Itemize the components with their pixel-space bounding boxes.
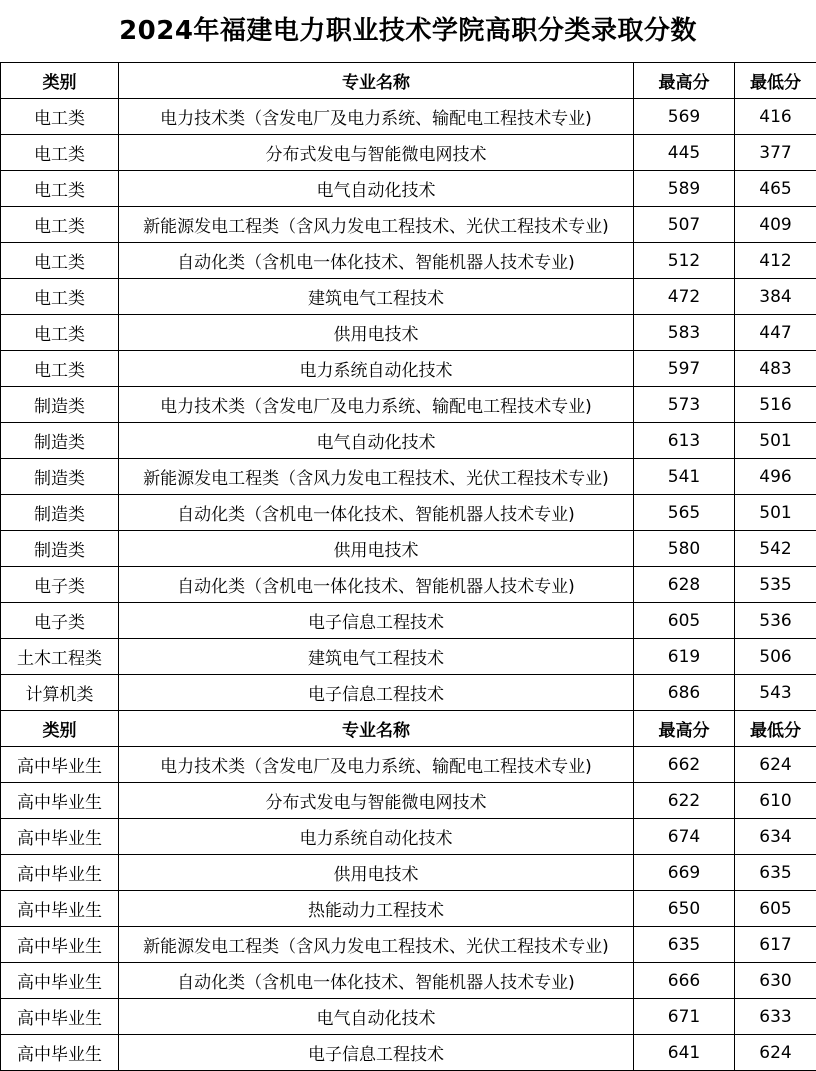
table-row [1, 279, 816, 315]
header-major-name: 专业名称 [119, 711, 634, 747]
category-cell: 高中毕业生 [1, 999, 119, 1035]
table-row [1, 927, 816, 963]
min-score-cell: 633 [735, 999, 816, 1035]
major-name-cell: 热能动力工程技术 [119, 891, 634, 927]
max-score-cell: 613 [634, 423, 735, 459]
max-score-cell: 583 [634, 315, 735, 351]
table-header-row [1, 711, 816, 747]
major-name-cell: 电子信息工程技术 [119, 603, 634, 639]
max-score-cell: 597 [634, 351, 735, 387]
header-max-score: 最高分 [634, 63, 735, 99]
min-score-cell: 377 [735, 135, 816, 171]
header-major-name: 专业名称 [119, 63, 634, 99]
max-score-cell: 635 [634, 927, 735, 963]
major-name-cell: 电气自动化技术 [119, 423, 634, 459]
min-score-cell: 501 [735, 495, 816, 531]
major-name-cell: 新能源发电工程类（含风力发电工程技术、光伏工程技术专业) [119, 207, 634, 243]
table-row [1, 207, 816, 243]
category-cell: 电工类 [1, 135, 119, 171]
min-score-cell: 617 [735, 927, 816, 963]
category-cell: 电工类 [1, 243, 119, 279]
category-cell: 制造类 [1, 459, 119, 495]
major-name-cell: 供用电技术 [119, 855, 634, 891]
major-name-cell: 自动化类（含机电一体化技术、智能机器人技术专业) [119, 243, 634, 279]
table-row [1, 171, 816, 207]
major-name-cell: 电子信息工程技术 [119, 1035, 634, 1071]
min-score-cell: 536 [735, 603, 816, 639]
table-row [1, 855, 816, 891]
major-name-cell: 电力技术类（含发电厂及电力系统、输配电工程技术专业) [119, 99, 634, 135]
major-name-cell: 分布式发电与智能微电网技术 [119, 783, 634, 819]
category-cell: 高中毕业生 [1, 747, 119, 783]
major-name-cell: 自动化类（含机电一体化技术、智能机器人技术专业) [119, 567, 634, 603]
max-score-cell: 666 [634, 963, 735, 999]
max-score-cell: 619 [634, 639, 735, 675]
max-score-cell: 512 [634, 243, 735, 279]
min-score-cell: 635 [735, 855, 816, 891]
max-score-cell: 569 [634, 99, 735, 135]
major-name-cell: 自动化类（含机电一体化技术、智能机器人技术专业) [119, 495, 634, 531]
table-row [1, 423, 816, 459]
category-cell: 电工类 [1, 99, 119, 135]
min-score-cell: 535 [735, 567, 816, 603]
min-score-cell: 605 [735, 891, 816, 927]
table-row [1, 315, 816, 351]
category-cell: 制造类 [1, 531, 119, 567]
header-min-score: 最低分 [735, 711, 816, 747]
category-cell: 电工类 [1, 207, 119, 243]
max-score-cell: 669 [634, 855, 735, 891]
max-score-cell: 445 [634, 135, 735, 171]
max-score-cell: 674 [634, 819, 735, 855]
table-row [1, 243, 816, 279]
major-name-cell: 分布式发电与智能微电网技术 [119, 135, 634, 171]
max-score-cell: 605 [634, 603, 735, 639]
min-score-cell: 543 [735, 675, 816, 711]
category-cell: 电子类 [1, 567, 119, 603]
min-score-cell: 412 [735, 243, 816, 279]
min-score-cell: 409 [735, 207, 816, 243]
category-cell: 制造类 [1, 387, 119, 423]
major-name-cell: 电力技术类（含发电厂及电力系统、输配电工程技术专业) [119, 387, 634, 423]
table-row [1, 135, 816, 171]
max-score-cell: 662 [634, 747, 735, 783]
min-score-cell: 496 [735, 459, 816, 495]
header-category: 类别 [1, 711, 119, 747]
min-score-cell: 630 [735, 963, 816, 999]
max-score-cell: 628 [634, 567, 735, 603]
category-cell: 高中毕业生 [1, 927, 119, 963]
max-score-cell: 541 [634, 459, 735, 495]
category-cell: 高中毕业生 [1, 783, 119, 819]
category-cell: 制造类 [1, 423, 119, 459]
min-score-cell: 624 [735, 1035, 816, 1071]
table-row [1, 351, 816, 387]
min-score-cell: 624 [735, 747, 816, 783]
major-name-cell: 电力系统自动化技术 [119, 819, 634, 855]
max-score-cell: 686 [634, 675, 735, 711]
major-name-cell: 建筑电气工程技术 [119, 279, 634, 315]
category-cell: 土木工程类 [1, 639, 119, 675]
max-score-cell: 671 [634, 999, 735, 1035]
category-cell: 高中毕业生 [1, 891, 119, 927]
table-row [1, 459, 816, 495]
table-row [1, 675, 816, 711]
min-score-cell: 506 [735, 639, 816, 675]
category-cell: 制造类 [1, 495, 119, 531]
min-score-cell: 634 [735, 819, 816, 855]
max-score-cell: 622 [634, 783, 735, 819]
category-cell: 高中毕业生 [1, 1035, 119, 1071]
table-row [1, 495, 816, 531]
admission-score-table [0, 62, 816, 1071]
page-title: 2024年福建电力职业技术学院高职分类录取分数 [0, 0, 816, 62]
major-name-cell: 电子信息工程技术 [119, 675, 634, 711]
min-score-cell: 542 [735, 531, 816, 567]
table-row [1, 531, 816, 567]
major-name-cell: 新能源发电工程类（含风力发电工程技术、光伏工程技术专业) [119, 459, 634, 495]
category-cell: 高中毕业生 [1, 855, 119, 891]
table-header-row [1, 63, 816, 99]
max-score-cell: 472 [634, 279, 735, 315]
category-cell: 高中毕业生 [1, 963, 119, 999]
min-score-cell: 501 [735, 423, 816, 459]
table-row [1, 999, 816, 1035]
min-score-cell: 465 [735, 171, 816, 207]
max-score-cell: 589 [634, 171, 735, 207]
table-row [1, 99, 816, 135]
major-name-cell: 自动化类（含机电一体化技术、智能机器人技术专业) [119, 963, 634, 999]
header-category: 类别 [1, 63, 119, 99]
table-row [1, 891, 816, 927]
table-row [1, 1035, 816, 1071]
table-row [1, 819, 816, 855]
min-score-cell: 483 [735, 351, 816, 387]
category-cell: 电子类 [1, 603, 119, 639]
max-score-cell: 580 [634, 531, 735, 567]
major-name-cell: 电力系统自动化技术 [119, 351, 634, 387]
table-row [1, 567, 816, 603]
category-cell: 电工类 [1, 279, 119, 315]
category-cell: 高中毕业生 [1, 819, 119, 855]
category-cell: 电工类 [1, 315, 119, 351]
major-name-cell: 建筑电气工程技术 [119, 639, 634, 675]
category-cell: 计算机类 [1, 675, 119, 711]
table-row [1, 783, 816, 819]
max-score-cell: 641 [634, 1035, 735, 1071]
min-score-cell: 447 [735, 315, 816, 351]
table-row [1, 747, 816, 783]
major-name-cell: 供用电技术 [119, 531, 634, 567]
min-score-cell: 384 [735, 279, 816, 315]
max-score-cell: 573 [634, 387, 735, 423]
max-score-cell: 565 [634, 495, 735, 531]
major-name-cell: 电气自动化技术 [119, 999, 634, 1035]
table-row [1, 639, 816, 675]
header-max-score: 最高分 [634, 711, 735, 747]
category-cell: 电工类 [1, 171, 119, 207]
table-row [1, 387, 816, 423]
min-score-cell: 416 [735, 99, 816, 135]
max-score-cell: 507 [634, 207, 735, 243]
table-row [1, 603, 816, 639]
min-score-cell: 516 [735, 387, 816, 423]
major-name-cell: 供用电技术 [119, 315, 634, 351]
major-name-cell: 电气自动化技术 [119, 171, 634, 207]
header-min-score: 最低分 [735, 63, 816, 99]
major-name-cell: 电力技术类（含发电厂及电力系统、输配电工程技术专业) [119, 747, 634, 783]
table-row [1, 963, 816, 999]
min-score-cell: 610 [735, 783, 816, 819]
major-name-cell: 新能源发电工程类（含风力发电工程技术、光伏工程技术专业) [119, 927, 634, 963]
max-score-cell: 650 [634, 891, 735, 927]
category-cell: 电工类 [1, 351, 119, 387]
